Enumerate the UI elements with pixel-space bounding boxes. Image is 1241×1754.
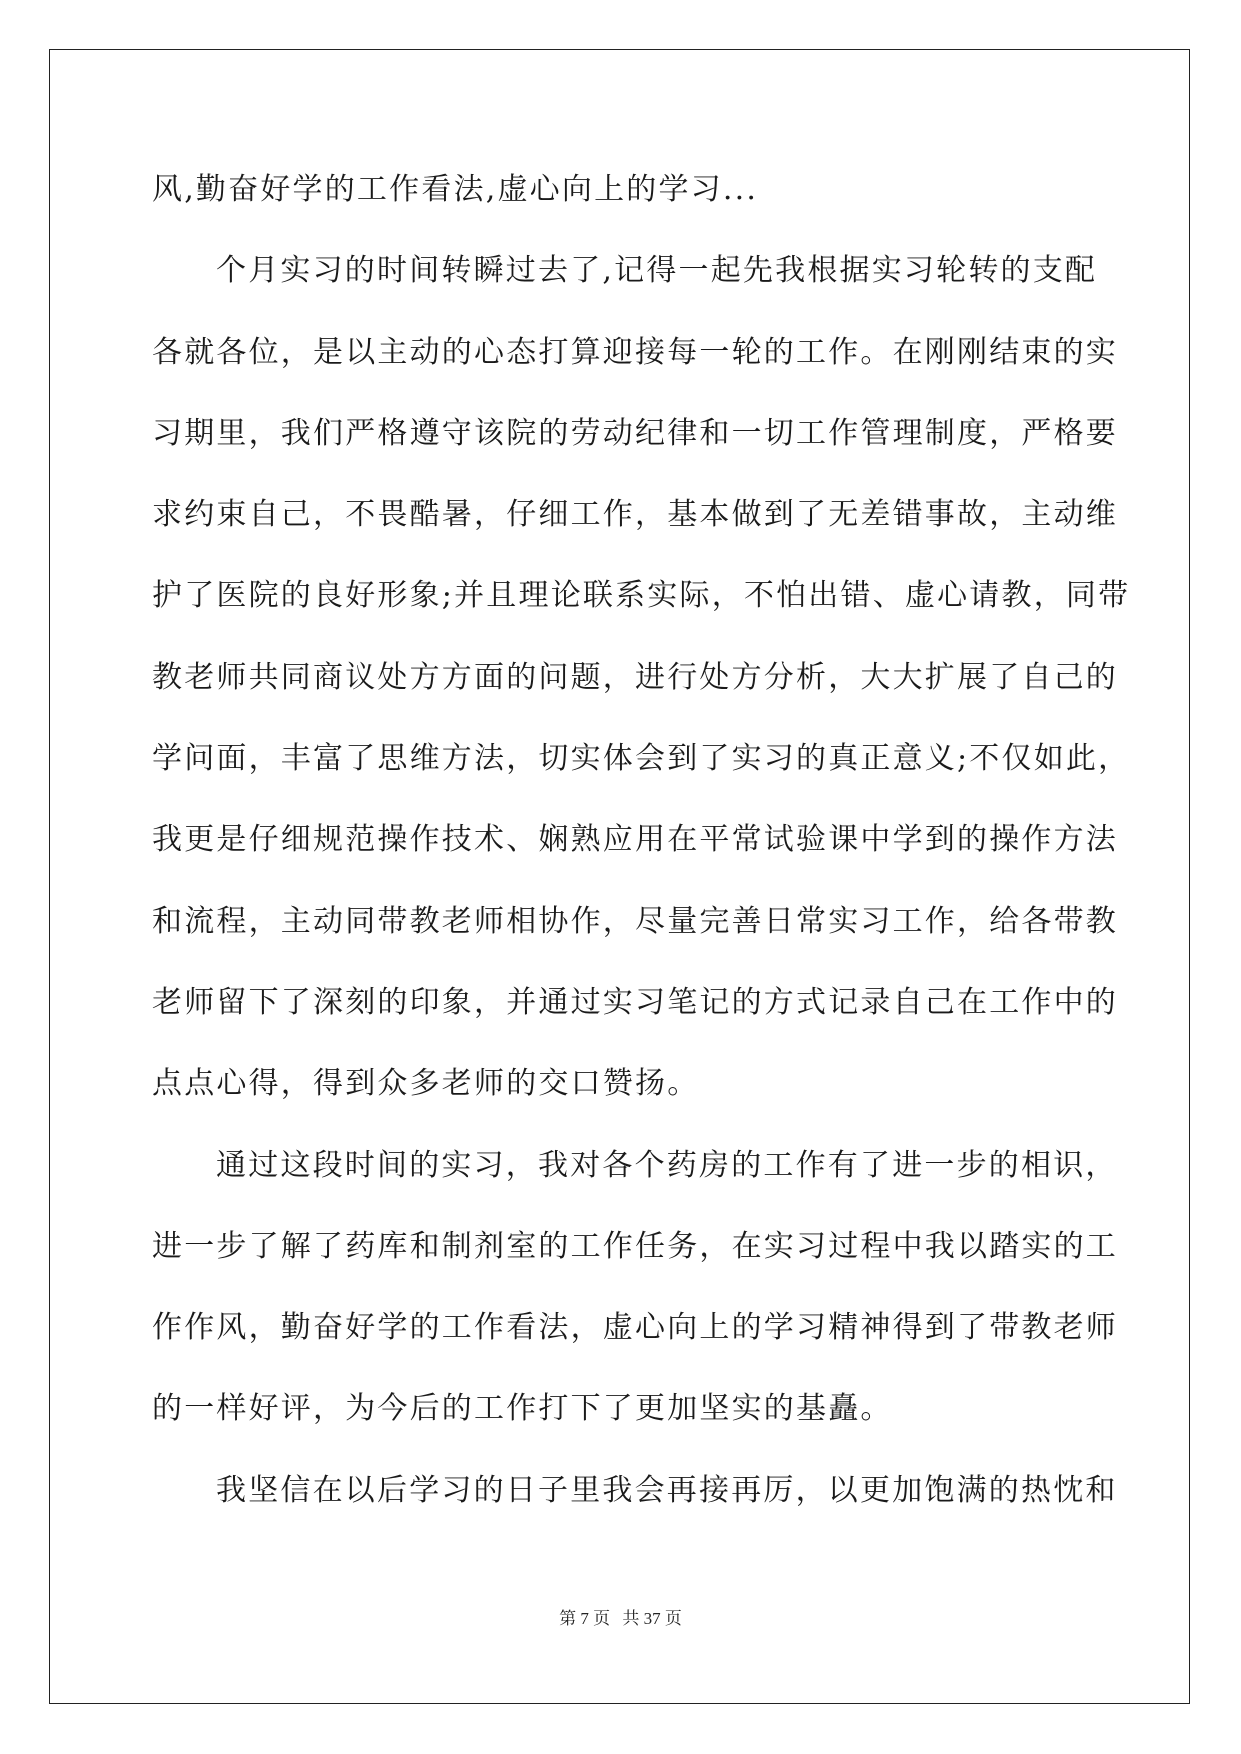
text-line: 护了医院的良好形象;并且理论联系实际，不怕出错、虚心请教，同带 — [152, 578, 1131, 614]
text-line: 我坚信在以后学习的日子里我会再接再厉，以更加饱满的热忱和 — [216, 1472, 1118, 1508]
text-line: 点点心得，得到众多老师的交口赞扬。 — [152, 1066, 700, 1102]
text-line: 我更是仔细规范操作技术、娴熟应用在平常试验课中学到的操作方法 — [152, 822, 1118, 858]
text-line: 风,勤奋好学的工作看法,虚心向上的学习... — [152, 172, 759, 207]
text-line: 求约束自己，不畏酷暑，仔细工作，基本做到了无差错事故，主动维 — [152, 497, 1118, 533]
text-line: 习期里，我们严格遵守该院的劳动纪律和一切工作管理制度，严格要 — [152, 415, 1118, 451]
text-line: 进一步了解了药库和制剂室的工作任务，在实习过程中我以踏实的工 — [152, 1228, 1118, 1264]
text-line: 教老师共同商议处方方面的问题，进行处方分析，大大扩展了自己的 — [152, 659, 1118, 695]
text-line: 通过这段时间的实习，我对各个药房的工作有了进一步的相识， — [216, 1147, 1118, 1183]
page-footer — [0, 1604, 1241, 1629]
text-line: 的一样好评，为今后的工作打下了更加坚实的基矗。 — [152, 1391, 893, 1427]
text-line: 老师留下了深刻的印象，并通过实习笔记的方式记录自己在工作中的 — [152, 984, 1118, 1020]
text-line: 个月实习的时间转瞬过去了,记得一起先我根据实习轮转的支配 — [216, 253, 1098, 289]
text-line: 各就各位，是以主动的心态打算迎接每一轮的工作。在刚刚结束的实 — [152, 334, 1118, 370]
text-line: 作作风，勤奋好学的工作看法，虚心向上的学习精神得到了带教老师 — [152, 1310, 1118, 1346]
document-body — [152, 168, 1131, 1550]
page-total: 共 37 页 — [622, 1609, 682, 1628]
page-number: 第 7 页 — [559, 1609, 611, 1628]
text-line: 和流程，主动同带教老师相协作，尽量完善日常实习工作，给各带教 — [152, 903, 1118, 939]
text-line: 学问面，丰富了思维方法，切实体会到了实习的真正意义;不仅如此， — [152, 741, 1131, 777]
